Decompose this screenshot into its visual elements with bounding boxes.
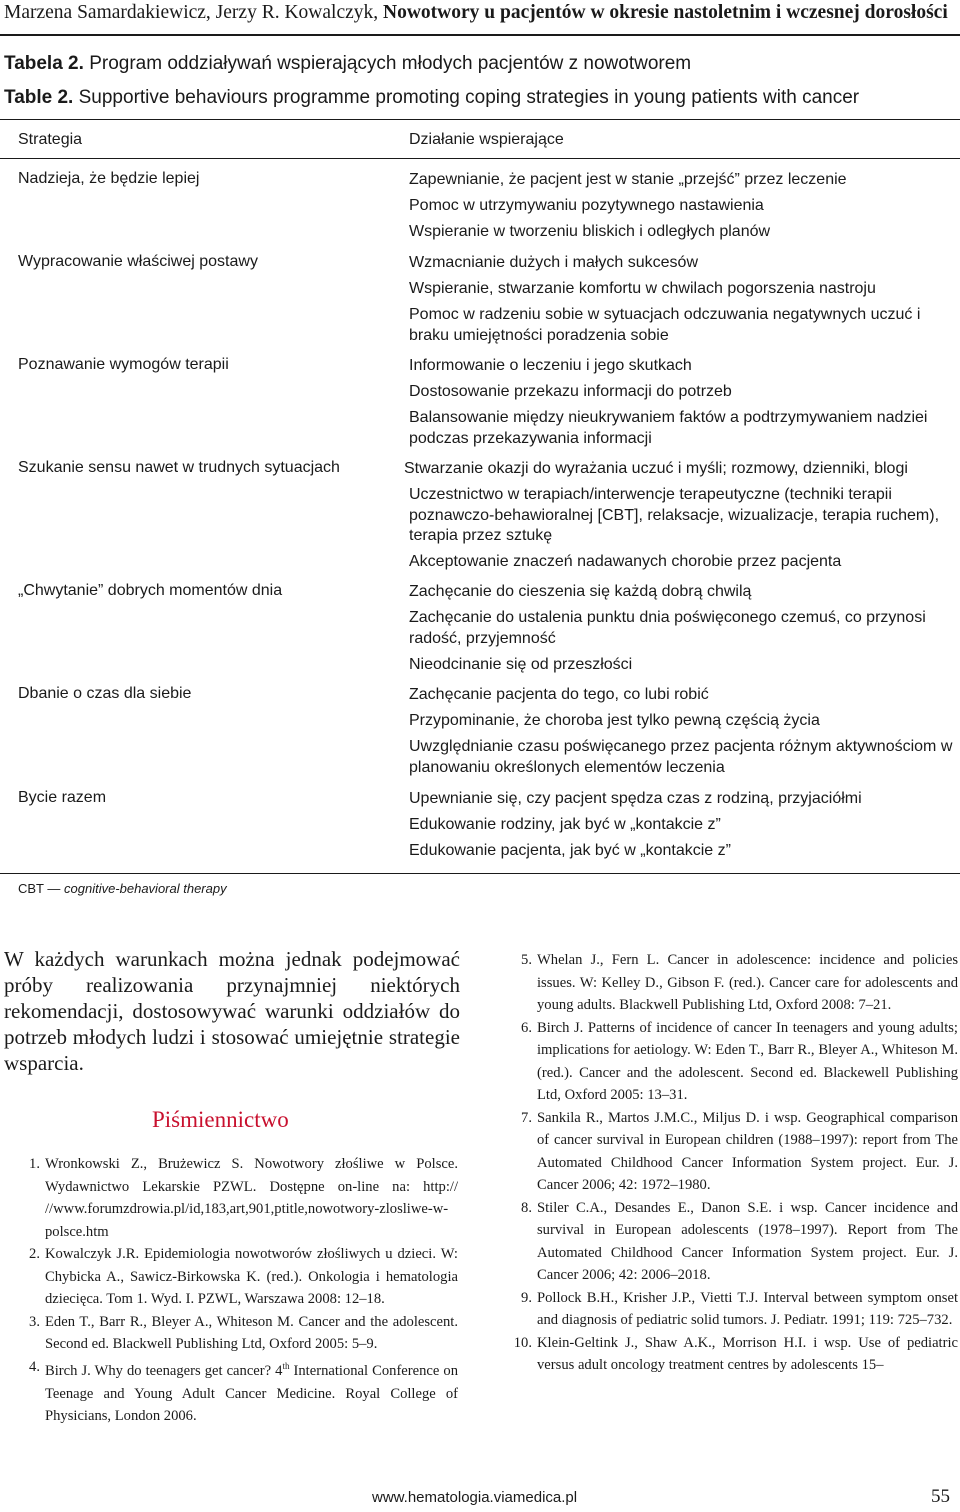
- reference-number: 9.: [521, 1289, 532, 1306]
- reference-text: Pollock B.H., Krisher J.P., Vietti T.J. Interval between symptom onset and diagnosis of pediatric solid tumors. J. Pediatr. 1991; 119: 725–732.: [537, 1289, 958, 1328]
- reference-text: [45, 1363, 458, 1424]
- reference-number: 8.: [521, 1199, 532, 1216]
- reference-number: 3.: [29, 1313, 40, 1330]
- table-top-rule: [0, 119, 960, 120]
- page-footer: [0, 1486, 960, 1509]
- table-caption-pl-label: Tabela 2.: [4, 53, 84, 74]
- table-header-actions: Działanie wspierające: [409, 131, 564, 148]
- reference-text: Kowalczyk J.R. Epidemiologia nowotworów złośliwych u dzieci. W: Chybicka A., Sawicz-Birkowska K. (red.). Onkologia i hematologia dziecięca. Tom 1. Wyd. I. PZWL, Warszawa 2008: 12–18.: [45, 1246, 458, 1307]
- references-column-left: [18, 1153, 458, 1428]
- reference-text: Birch J. Patterns of incidence of cancer In teenagers and young adults; implications for aetiology. W: Eden T., Barr R., Bleyer A., Whiteson M. (red.). Cancer and the adolescent. Second ed. Blackewell Publishing Ltd, Oxford 2005: 13–31.: [537, 1019, 958, 1103]
- reference-item: [510, 1107, 958, 1197]
- reference-number: 5.: [521, 952, 532, 968]
- reference-number: 6.: [521, 1019, 532, 1036]
- action-item: Wzmacnianie dużych i małych sukcesów: [409, 254, 698, 271]
- reference-number: 2.: [29, 1246, 40, 1262]
- action-item: Wspieranie, stwarzanie komfortu w chwilach pogorszenia nastroju: [409, 280, 876, 297]
- header-article-title: Nowotwory u pacjentów w okresie nastoletnim i wczesnej dorosłości: [383, 2, 948, 23]
- reference-text: Sankila R., Martos J.M.C., Miljus D. i wsp. Geographical comparison of cancer survival in European children (1988–1997): report from The Automated Childhood Cancer Information System project. Eur. J. Cancer 2006; 42: 1972–1980.: [537, 1109, 958, 1193]
- reference-number: 10.: [513, 1334, 532, 1351]
- table-footnote: [18, 881, 227, 896]
- table-caption-en: [4, 87, 859, 109]
- header-authors: Marzena Samardakiewicz, Jerzy R. Kowalczyk,: [4, 2, 384, 23]
- action-item: Wspieranie w tworzeniu bliskich i odległych planów: [409, 223, 771, 240]
- references-heading: Piśmiennictwo: [152, 1107, 289, 1132]
- reference-item: [18, 1311, 458, 1356]
- running-header: [4, 2, 960, 24]
- table-cell-strategy: Dbanie o czas dla siebie: [18, 685, 192, 702]
- action-item: Stwarzanie okazji do wyrażania uczuć i myśli; rozmowy, dzienniki, blogi: [404, 460, 908, 477]
- table-caption-pl: [4, 53, 691, 75]
- reference-text: Wronkowski Z., Brużewicz S. Nowotwory złośliwe w Polsce. Wydawnictwo Lekarskie PZWL. Dostępne on-line na: http:// //www.forumzdrowia.pl/id,183,art,901,ptitle,nowotwory-zlosliwe-w-polsce.htm: [45, 1156, 458, 1240]
- action-item: Balansowanie między nieukrywaniem faktów a podtrzymywaniem nadziei podczas przekazywania informacji: [409, 409, 928, 447]
- action-item: Zachęcanie do cieszenia się każdą dobrą chwilą: [409, 583, 752, 600]
- action-item: Edukowanie rodziny, jak być w „kontakcie z”: [409, 816, 721, 833]
- action-item: Zapewnianie, że pacjent jest w stanie „przejść” przez leczenie: [409, 171, 847, 188]
- table-cell-actions: [404, 459, 949, 578]
- table-cell-actions: [409, 685, 954, 784]
- reference-text: Stiler C.A., Desandes E., Danon S.E. i wsp. Cancer incidence and survival in European adolescents (1978–1997). Report from The Automated Childhood Cancer Information System project. Eur. J. Cancer 2006; 42: 2006–2018.: [537, 1199, 958, 1283]
- reference-number: 7.: [521, 1109, 532, 1126]
- reference-item: [510, 1197, 958, 1287]
- table-cell-strategy: „Chwytanie” dobrych momentów dnia: [18, 582, 283, 599]
- reference-number: 1.: [29, 1156, 40, 1172]
- action-item: Pomoc w utrzymywaniu pozytywnego nastawienia: [409, 197, 764, 214]
- reference-item: [510, 1287, 958, 1332]
- reference-text-part: International Conference on Teenage and Young Adult Cancer Medicine. Royal College of Physicians, London 2006.: [45, 1363, 458, 1425]
- reference-number: 4.: [29, 1358, 40, 1375]
- references-column-right: [510, 949, 958, 1377]
- reference-item: [18, 1153, 458, 1243]
- reference-text-part: Birch J. Why do teenagers get cancer? 4: [45, 1363, 283, 1380]
- table-cell-strategy: Bycie razem: [18, 789, 107, 806]
- footnote-text: cognitive-behavioral therapy: [64, 881, 227, 896]
- table-cell-actions: [409, 356, 954, 455]
- table-cell-strategy: Poznawanie wymogów terapii: [18, 356, 229, 373]
- footer-url: www.hematologia.viamedica.pl: [372, 1489, 578, 1506]
- action-item: Nieodcinanie się od przeszłości: [409, 655, 633, 673]
- reference-item: [510, 1332, 958, 1377]
- reference-item: [510, 1017, 958, 1107]
- action-item: Akceptowanie znaczeń nadawanych chorobie przez pacjenta: [409, 553, 842, 570]
- table-caption-pl-text: Program oddziaływań wspierających młodych pacjentów z nowotworem: [89, 53, 692, 74]
- table-cell-strategy: Wypracowanie właściwej postawy: [18, 253, 258, 270]
- table-caption-en-text: Supportive behaviours programme promoting coping strategies in young patients with cancer: [78, 87, 860, 108]
- action-item: Przypominanie, że choroba jest tylko pewną częścią życia: [409, 712, 820, 729]
- table-cell-strategy: Nadzieja, że będzie lepiej: [18, 170, 200, 187]
- action-item: Uczestnictwo w terapiach/interwencje terapeutyczne (techniki terapii poznawczo-behawioralnej [CBT], relaksacje, wizualizacje, terapia ruchem), terapia przez sztukę: [409, 486, 940, 544]
- reference-text: Eden T., Barr R., Bleyer A., Whiteson M. Cancer and the adolescent. Second ed. Blackwell Publishing Ltd, Oxford 2005: 5–9.: [45, 1313, 458, 1352]
- action-item: Pomoc w radzeniu sobie w sytuacjach odczuwania negatywnych uczuć i braku umiejętności poradzenia sobie: [409, 306, 921, 344]
- action-item: Upewnianie się, czy pacjent spędza czas z rodziną, przyjaciółmi: [409, 790, 862, 807]
- reference-text: Klein-Geltink J., Shaw A.K., Morrison H.I. i wsp. Use of pediatric versus adult oncology treatment centres by adolescents 15–: [537, 1334, 958, 1373]
- table-cell-strategy: Szukanie sensu nawet w trudnych sytuacjach: [18, 459, 340, 476]
- action-item: Uwzględnianie czasu poświęcanego przez pacjenta różnym aktywnościom w planowaniu określonych elementów leczenia: [409, 738, 953, 776]
- table-header-rule: [0, 158, 960, 159]
- table-bottom-rule: [0, 873, 960, 874]
- action-item: Informowanie o leczeniu i jego skutkach: [409, 357, 692, 374]
- reference-item: [510, 949, 958, 1017]
- table-header-strategy: Strategia: [18, 131, 83, 148]
- body-paragraph: W każdych warunkach można jednak podejmować próby realizowania przynajmniej niektórych rekomendacji, dostosowywać warunki oddziałów do potrzeb młodych ludzi i stosować umiejętnie strategie wsparcia.: [4, 947, 460, 1075]
- action-item: Edukowanie pacjenta, jak być w „kontakcie z”: [409, 842, 731, 859]
- action-item: Dostosowanie przekazu informacji do potrzeb: [409, 383, 732, 400]
- reference-text: Whelan J., Fern L. Cancer in adolescence: incidence and policies issues. W: Kelley D., Gibson F. (red.). Cancer care for adolescents and young adults. Blackwell Publishing Ltd, Oxford 2008: 7–21.: [537, 952, 958, 1013]
- page-number: 55: [931, 1486, 950, 1507]
- table-cell-actions: [409, 789, 954, 867]
- table-cell-actions: [409, 170, 954, 248]
- action-item: Zachęcanie do ustalenia punktu dnia poświęconego czemuś, co przynosi radość, przyjemność: [409, 609, 926, 647]
- reference-item: [18, 1243, 458, 1311]
- table-cell-actions: [409, 253, 954, 352]
- reference-item: [18, 1356, 458, 1428]
- header-rule: [0, 34, 960, 36]
- action-item: Zachęcanie pacjenta do tego, co lubi robić: [409, 686, 709, 703]
- table-caption-en-label: Table 2.: [4, 87, 74, 108]
- table-cell-actions: [409, 582, 954, 681]
- footnote-abbr: CBT —: [18, 881, 64, 896]
- reference-superscript: th: [282, 1361, 290, 1372]
